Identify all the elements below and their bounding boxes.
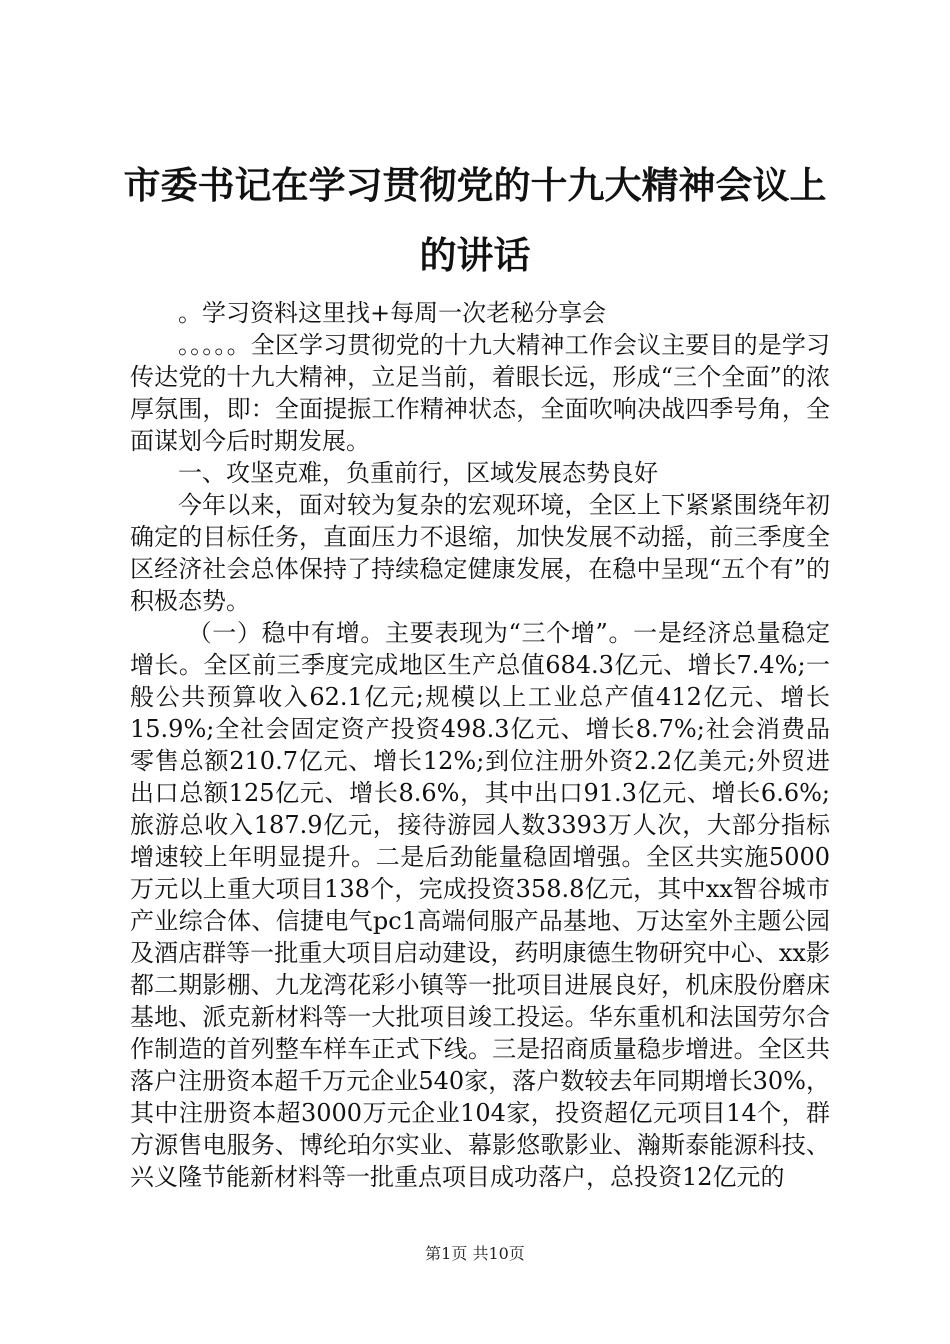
section-heading-one: 一、攻坚克难，负重前行，区域发展态势良好: [178, 459, 658, 487]
subsection-one-paragraph: （一）稳中有增。主要表现为“三个增”。一是经济总量稳定增长。全区前三季度完成地区生产总值684.3亿元、增长7.4%;一般公共预算收入62.1亿元;规模以上工业总产值412亿元、增长15.9%;全社会固定资产投资498.3亿元、增长8.7%;社会消费品零售总额210.7亿元、增长12%;到位注册外资2.2亿美元;外贸进出口总额125亿元、增长8.6%，其中出口91.3亿元、增长6.6%;旅游总收入187.9亿元，接待游园人数3393万人次，大部分指标增速较上年明显提升。二是后劲能量稳固增强。全区共实施5000万元以上重大项目138个，完成投资358.8亿元，其中xx智谷城市产业综合体、信捷电气pc1高端伺服产品基地、万达室外主题公园及酒店群等一批重大项目启动建设，药明康德生物研究中心、xx影都二期影棚、九龙湾花彩小镇等一批项目进展良好，机床股份磨床基地、派克新材料等一大批项目竣工投运。华东重机和法国劳尔合作制造的首列整车样车正式下线。三是招商质量稳步增进。全区共落户注册资本超千万元企业540家，落户数较去年同期增长30%，其中注册资本超3000万元企业104家，投资超亿元项目14个，群方源售电服务、博纶珀尔实业、幕影悠歌影业、瀚斯泰能源科技、兴义隆节能新材料等一批重点项目成功落户，总投资12亿元的: [130, 619, 830, 1191]
meeting-purpose-paragraph: 。。。。。全区学习贯彻党的十九大精神工作会议主要目的是学习传达党的十九大精神，立足当前，着眼长远，形成“三个全面”的浓厚氛围，即：全面提振工作精神状态，全面吹响决战四季号角，全面谋划今后时期发展。: [130, 331, 830, 455]
page-footer: 第1页 共10页: [425, 1244, 525, 1263]
document-title: 市委书记在学习贯彻党的十九大精神会议上的讲话: [123, 163, 827, 277]
document-body: [130, 297, 830, 1193]
overview-paragraph: 今年以来，面对较为复杂的宏观环境，全区上下紧紧围绕年初确定的目标任务，直面压力不退缩，加快发展不动摇，前三季度全区经济社会总体保持了持续稳定健康发展，在稳中呈现“五个有”的积极态势。: [130, 491, 830, 615]
intro-note-paragraph: 。学习资料这里找+每周一次老秘分享会: [178, 299, 607, 327]
